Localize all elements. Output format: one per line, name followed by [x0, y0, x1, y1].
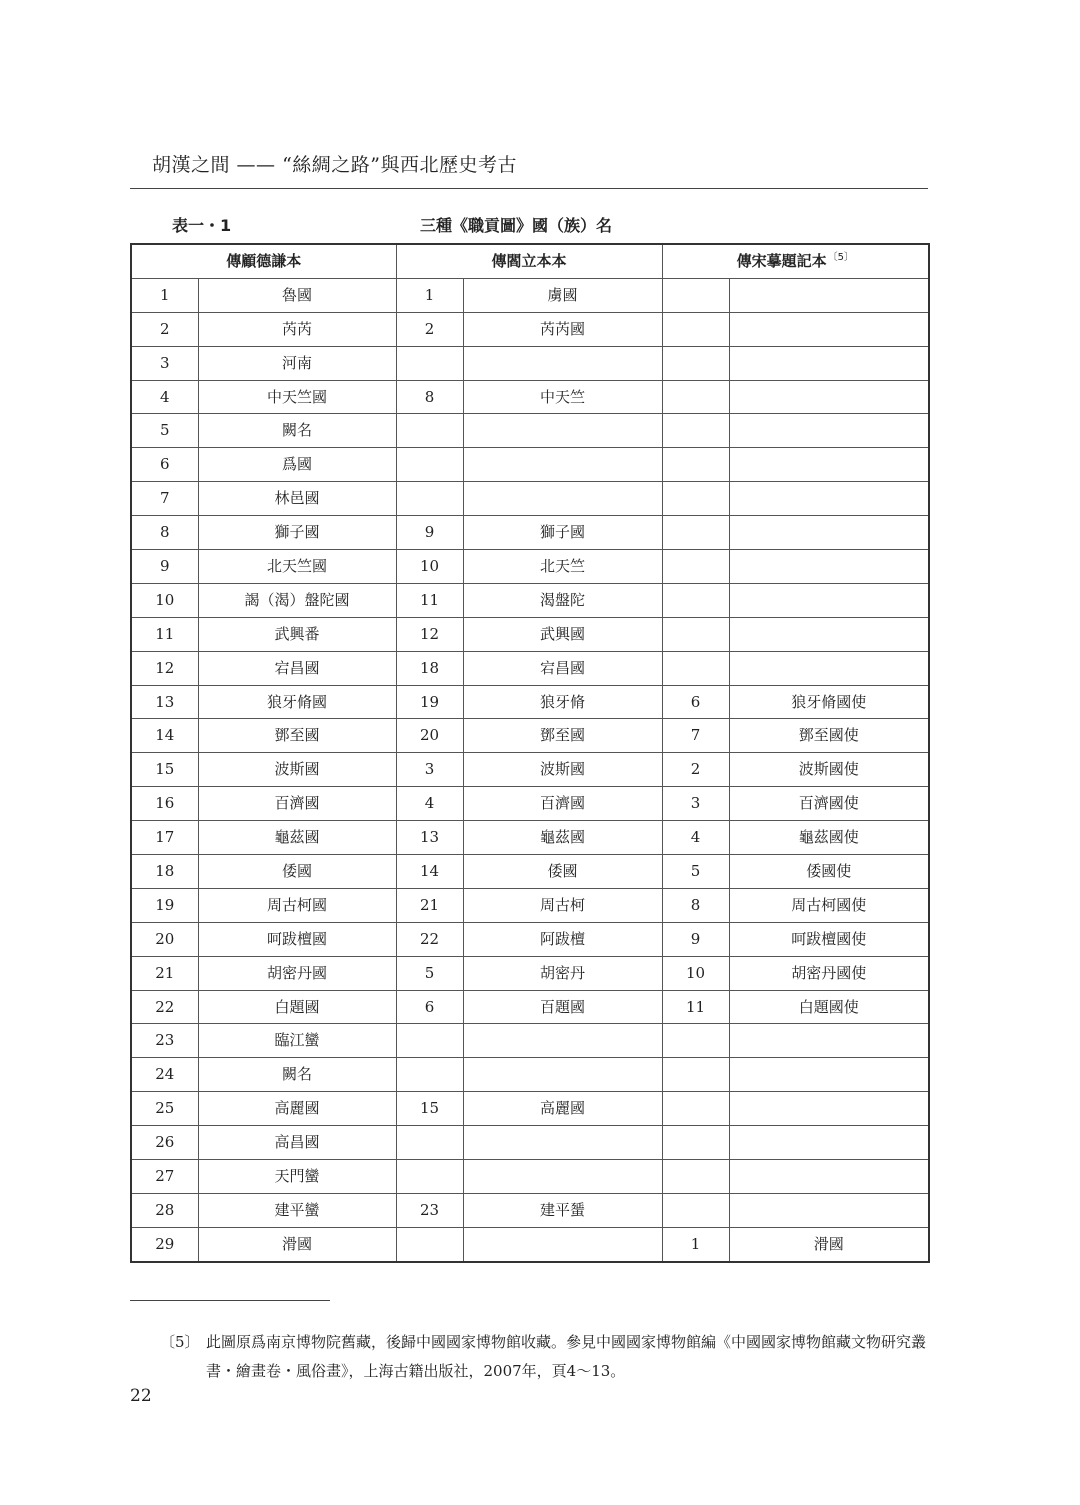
table-header-row [131, 244, 929, 278]
page-number: 22 [130, 1386, 152, 1406]
cell-song-index: 11 [662, 990, 729, 1024]
cell-gu-index: 19 [131, 888, 198, 922]
cell-yan-index: 10 [396, 550, 463, 584]
cell-yan-index: 21 [396, 888, 463, 922]
cell-gu-name: 滑國 [198, 1227, 396, 1261]
cell-gu-index: 21 [131, 956, 198, 990]
cell-gu-name: 呵跋檀國 [198, 922, 396, 956]
cell-song-name [729, 380, 929, 414]
cell-song-index [662, 414, 729, 448]
table-row [131, 448, 929, 482]
cell-gu-index: 11 [131, 617, 198, 651]
cell-gu-index: 25 [131, 1092, 198, 1126]
cell-gu-index: 2 [131, 312, 198, 346]
cell-song-name [729, 516, 929, 550]
cell-song-name: 倭國使 [729, 855, 929, 889]
cell-gu-index: 26 [131, 1126, 198, 1160]
table-row [131, 651, 929, 685]
cell-gu-name: 倭國 [198, 855, 396, 889]
cell-song-index: 4 [662, 821, 729, 855]
table-row [131, 956, 929, 990]
cell-gu-name: 狼牙脩國 [198, 685, 396, 719]
cell-yan-index: 14 [396, 855, 463, 889]
cell-gu-name: 闕名 [198, 414, 396, 448]
table-row [131, 583, 929, 617]
table-row [131, 617, 929, 651]
cell-song-name [729, 448, 929, 482]
cell-gu-name: 魯國 [198, 278, 396, 312]
cell-yan-name: 波斯國 [463, 753, 662, 787]
cell-yan-index: 1 [396, 278, 463, 312]
cell-yan-index: 18 [396, 651, 463, 685]
cell-song-index [662, 278, 729, 312]
cell-song-name [729, 278, 929, 312]
cell-song-index [662, 583, 729, 617]
cell-gu-index: 8 [131, 516, 198, 550]
cell-song-index [662, 380, 729, 414]
cell-gu-index: 14 [131, 719, 198, 753]
cell-gu-name: 波斯國 [198, 753, 396, 787]
cell-yan-name [463, 346, 662, 380]
cell-yan-name [463, 1227, 662, 1261]
table-row [131, 550, 929, 584]
cell-song-name [729, 1126, 929, 1160]
table-row [131, 719, 929, 753]
cell-song-index [662, 516, 729, 550]
cell-yan-name: 芮芮國 [463, 312, 662, 346]
cell-yan-index [396, 1126, 463, 1160]
cell-yan-index [396, 482, 463, 516]
cell-yan-index: 9 [396, 516, 463, 550]
cell-gu-index: 16 [131, 787, 198, 821]
cell-song-index [662, 346, 729, 380]
cell-yan-index: 22 [396, 922, 463, 956]
cell-gu-name: 高昌國 [198, 1126, 396, 1160]
cell-song-name: 胡密丹國使 [729, 956, 929, 990]
cell-song-name [729, 550, 929, 584]
cell-song-index [662, 448, 729, 482]
footnote-divider [130, 1300, 330, 1301]
table-body [131, 278, 929, 1261]
cell-yan-name [463, 1024, 662, 1058]
cell-song-name [729, 651, 929, 685]
header-divider [130, 188, 928, 189]
table-row [131, 855, 929, 889]
cell-song-index [662, 550, 729, 584]
cell-gu-name: 鄧至國 [198, 719, 396, 753]
cell-gu-index: 9 [131, 550, 198, 584]
cell-yan-name: 中天竺 [463, 380, 662, 414]
cell-yan-index [396, 346, 463, 380]
cell-gu-name: 建平蠻 [198, 1193, 396, 1227]
cell-gu-index: 17 [131, 821, 198, 855]
cell-yan-name: 虜國 [463, 278, 662, 312]
cell-song-name: 波斯國使 [729, 753, 929, 787]
cell-yan-index: 6 [396, 990, 463, 1024]
cell-yan-index: 3 [396, 753, 463, 787]
table-row [131, 414, 929, 448]
cell-gu-name: 臨江蠻 [198, 1024, 396, 1058]
table-row [131, 278, 929, 312]
cell-yan-index: 23 [396, 1193, 463, 1227]
cell-yan-name [463, 414, 662, 448]
cell-gu-index: 4 [131, 380, 198, 414]
cell-gu-name: 宕昌國 [198, 651, 396, 685]
cell-yan-index: 2 [396, 312, 463, 346]
cell-song-name: 周古柯國使 [729, 888, 929, 922]
cell-gu-index: 27 [131, 1160, 198, 1194]
cell-song-index [662, 617, 729, 651]
cell-yan-name: 高麗國 [463, 1092, 662, 1126]
header-yan-liben-version: 傳閻立本本 [396, 244, 662, 278]
footnote-reference: 〔5〕 [827, 252, 854, 264]
cell-song-index: 7 [662, 719, 729, 753]
cell-yan-name [463, 448, 662, 482]
cell-gu-index: 5 [131, 414, 198, 448]
cell-yan-index [396, 1058, 463, 1092]
cell-gu-name: 武興番 [198, 617, 396, 651]
cell-gu-index: 10 [131, 583, 198, 617]
cell-song-name [729, 1058, 929, 1092]
running-header: 胡漢之間 —— “絲綢之路”與西北歷史考古 [152, 154, 518, 176]
cell-yan-name [463, 1058, 662, 1092]
cell-yan-name: 阿跋檀 [463, 922, 662, 956]
cell-yan-name: 倭國 [463, 855, 662, 889]
cell-yan-name: 鄧至國 [463, 719, 662, 753]
table-row [131, 482, 929, 516]
table-row [131, 888, 929, 922]
cell-gu-name: 周古柯國 [198, 888, 396, 922]
cell-gu-index: 12 [131, 651, 198, 685]
cell-gu-name: 北天竺國 [198, 550, 396, 584]
cell-yan-name: 周古柯 [463, 888, 662, 922]
table-row [131, 1227, 929, 1261]
cell-gu-index: 18 [131, 855, 198, 889]
cell-yan-name: 北天竺 [463, 550, 662, 584]
cell-song-index [662, 312, 729, 346]
cell-yan-name: 胡密丹 [463, 956, 662, 990]
cell-yan-index [396, 448, 463, 482]
cell-song-name [729, 1193, 929, 1227]
cell-gu-name: 中天竺國 [198, 380, 396, 414]
cell-song-index [662, 1193, 729, 1227]
cell-song-index [662, 1160, 729, 1194]
cell-yan-index: 15 [396, 1092, 463, 1126]
cell-yan-index [396, 1227, 463, 1261]
cell-yan-name: 狼牙脩 [463, 685, 662, 719]
table-caption [130, 213, 928, 237]
cell-yan-name: 建平蜑 [463, 1193, 662, 1227]
cell-yan-name: 百濟國 [463, 787, 662, 821]
cell-gu-name: 闕名 [198, 1058, 396, 1092]
cell-gu-index: 6 [131, 448, 198, 482]
cell-gu-index: 13 [131, 685, 198, 719]
cell-song-name: 滑國 [729, 1227, 929, 1261]
table-row [131, 1160, 929, 1194]
table-row [131, 1024, 929, 1058]
cell-yan-index [396, 414, 463, 448]
comparison-table [130, 243, 930, 1263]
cell-song-index [662, 1024, 729, 1058]
cell-yan-index: 8 [396, 380, 463, 414]
cell-song-name [729, 1024, 929, 1058]
table-row [131, 685, 929, 719]
header-song-copy-version: 傳宋摹題記本$^{〔5〕}$ [662, 244, 929, 278]
cell-yan-name: 武興國 [463, 617, 662, 651]
table-row [131, 380, 929, 414]
cell-gu-index: 15 [131, 753, 198, 787]
header-gu-dequian-version: 傳顧德謙本 [131, 244, 396, 278]
table-row [131, 1058, 929, 1092]
cell-song-name: 狼牙脩國使 [729, 685, 929, 719]
cell-yan-index: 5 [396, 956, 463, 990]
cell-gu-name: 謁（渴）盤陀國 [198, 583, 396, 617]
cell-song-name [729, 482, 929, 516]
footnote-text: 此圖原爲南京博物院舊藏，後歸中國國家博物館收藏。參見中國國家博物館編《中國國家博物館藏文物研究叢書・繪畫卷・風俗畫》，上海古籍出版社，2007年，頁4〜13。 [206, 1333, 927, 1380]
cell-gu-name: 高麗國 [198, 1092, 396, 1126]
cell-yan-index [396, 1024, 463, 1058]
cell-song-name [729, 1160, 929, 1194]
cell-gu-name: 龜茲國 [198, 821, 396, 855]
cell-gu-name: 爲國 [198, 448, 396, 482]
cell-song-name: 鄧至國使 [729, 719, 929, 753]
cell-yan-index: 11 [396, 583, 463, 617]
table-row [131, 516, 929, 550]
cell-yan-index: 12 [396, 617, 463, 651]
cell-gu-index: 3 [131, 346, 198, 380]
cell-song-index [662, 1092, 729, 1126]
table-row [131, 922, 929, 956]
cell-gu-index: 7 [131, 482, 198, 516]
cell-yan-index: 19 [396, 685, 463, 719]
cell-gu-name: 白題國 [198, 990, 396, 1024]
footnote-mark: 〔5〕 [160, 1333, 200, 1351]
cell-song-index: 2 [662, 753, 729, 787]
cell-yan-name: 獅子國 [463, 516, 662, 550]
cell-yan-index: 13 [396, 821, 463, 855]
table-row [131, 1193, 929, 1227]
cell-yan-index [396, 1160, 463, 1194]
table-row [131, 787, 929, 821]
cell-song-index [662, 651, 729, 685]
cell-gu-name: 河南 [198, 346, 396, 380]
cell-song-name [729, 1092, 929, 1126]
cell-gu-index: 24 [131, 1058, 198, 1092]
cell-gu-index: 1 [131, 278, 198, 312]
cell-yan-name [463, 1126, 662, 1160]
cell-song-index [662, 1058, 729, 1092]
table-row [131, 1092, 929, 1126]
cell-song-name [729, 346, 929, 380]
cell-yan-index: 4 [396, 787, 463, 821]
cell-song-name [729, 312, 929, 346]
cell-song-name: 龜茲國使 [729, 821, 929, 855]
cell-song-index [662, 482, 729, 516]
cell-song-name: 呵跋檀國使 [729, 922, 929, 956]
cell-gu-name: 天門蠻 [198, 1160, 396, 1194]
cell-song-name [729, 617, 929, 651]
cell-gu-name: 獅子國 [198, 516, 396, 550]
cell-song-name: 百濟國使 [729, 787, 929, 821]
cell-gu-name: 胡密丹國 [198, 956, 396, 990]
cell-song-name [729, 414, 929, 448]
table-number: 表一・1 [172, 216, 232, 235]
cell-yan-name [463, 482, 662, 516]
cell-song-index: 1 [662, 1227, 729, 1261]
cell-song-index: 3 [662, 787, 729, 821]
cell-song-index: 6 [662, 685, 729, 719]
cell-gu-name: 林邑國 [198, 482, 396, 516]
cell-song-name [729, 583, 929, 617]
table-row [131, 346, 929, 380]
cell-gu-index: 28 [131, 1193, 198, 1227]
cell-gu-index: 22 [131, 990, 198, 1024]
cell-song-index: 10 [662, 956, 729, 990]
cell-yan-name: 龜茲國 [463, 821, 662, 855]
table-row [131, 990, 929, 1024]
table-row [131, 753, 929, 787]
cell-yan-name: 宕昌國 [463, 651, 662, 685]
table-row [131, 1126, 929, 1160]
cell-song-index [662, 1126, 729, 1160]
table-row [131, 821, 929, 855]
cell-gu-index: 23 [131, 1024, 198, 1058]
cell-song-index: 5 [662, 855, 729, 889]
cell-gu-name: 百濟國 [198, 787, 396, 821]
cell-yan-name [463, 1160, 662, 1194]
cell-song-index: 9 [662, 922, 729, 956]
table-title: 三種《職貢圖》國（族）名 [420, 216, 613, 235]
footnote [160, 1328, 930, 1386]
cell-yan-name: 渴盤陀 [463, 583, 662, 617]
cell-gu-index: 20 [131, 922, 198, 956]
cell-gu-name: 芮芮 [198, 312, 396, 346]
cell-yan-name: 百題國 [463, 990, 662, 1024]
table-row [131, 312, 929, 346]
cell-yan-index: 20 [396, 719, 463, 753]
cell-song-index: 8 [662, 888, 729, 922]
cell-song-name: 白題國使 [729, 990, 929, 1024]
cell-gu-index: 29 [131, 1227, 198, 1261]
